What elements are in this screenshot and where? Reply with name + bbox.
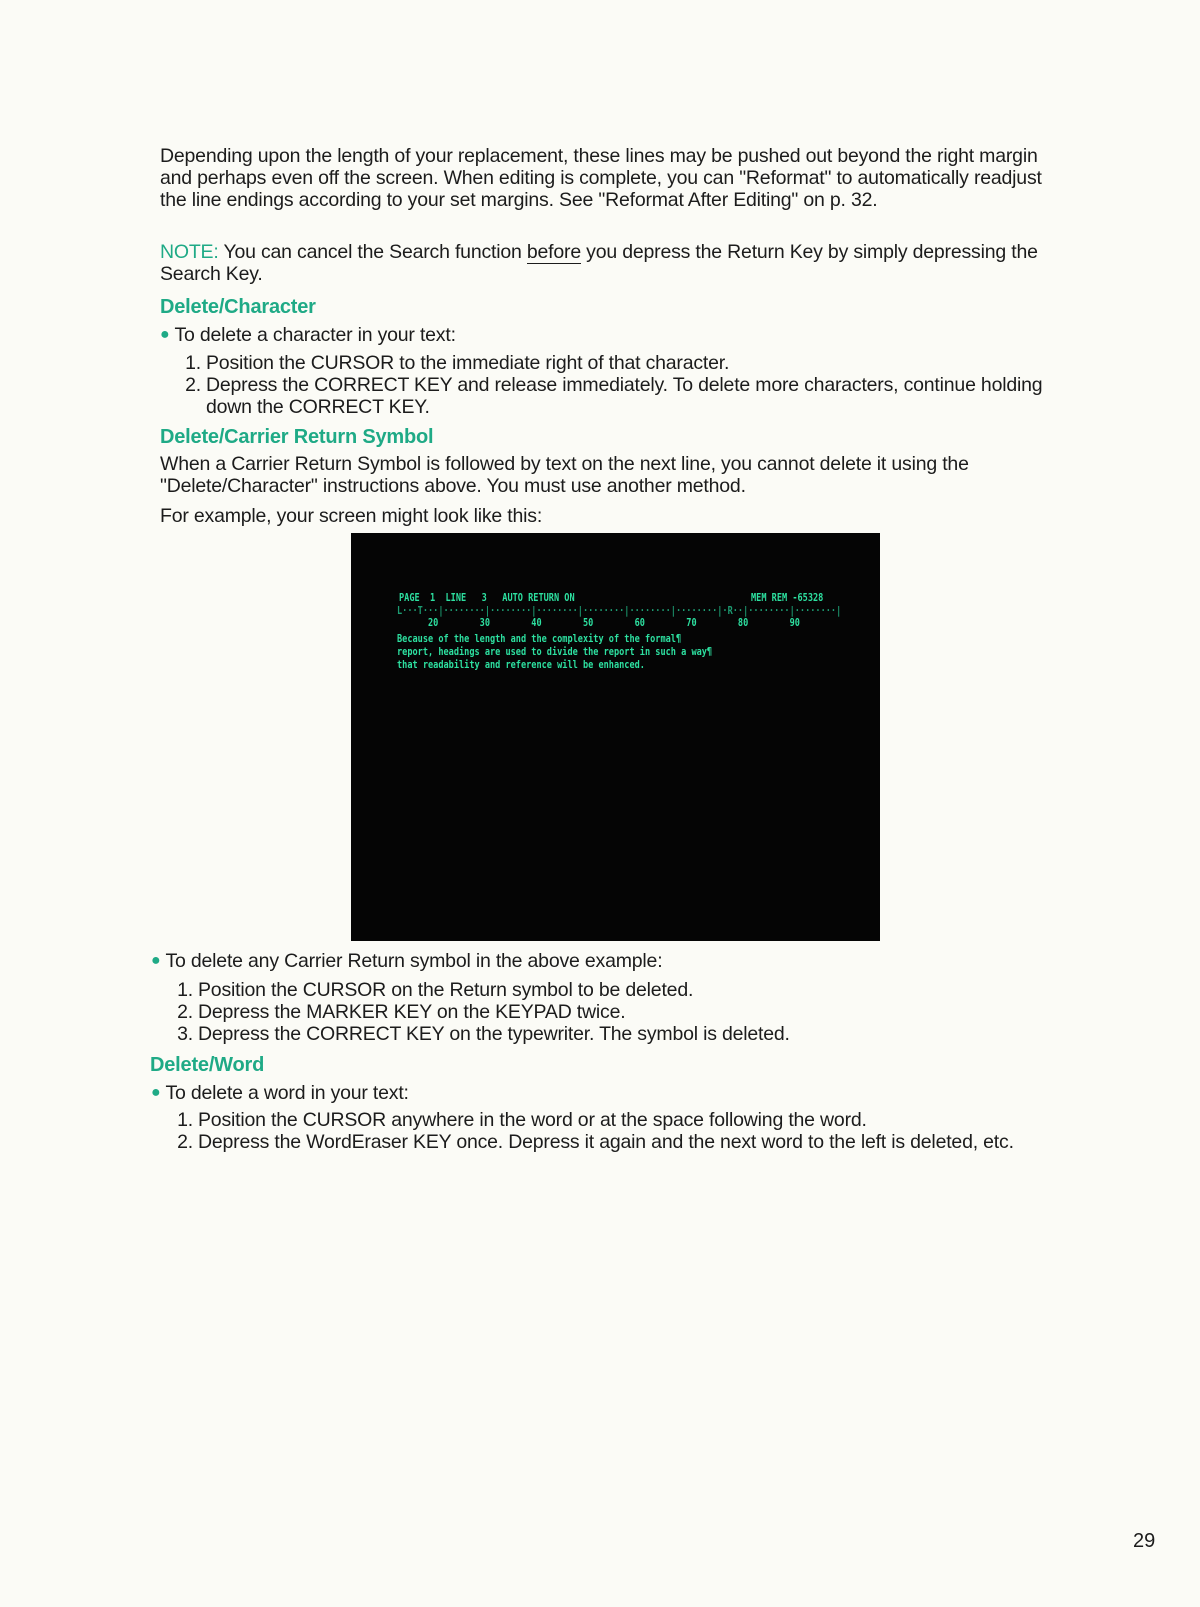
step-number: 2. xyxy=(177,1131,193,1153)
screen-text-line: report, headings are used to divide the report in such a way¶ xyxy=(397,645,713,658)
step-number: 1. xyxy=(177,1109,193,1131)
bullet-text: To delete any Carrier Return symbol in the above example: xyxy=(165,950,663,972)
step-number: 1. xyxy=(177,979,193,1001)
note-text-before: You can cancel the Search function xyxy=(218,241,527,263)
steps-delete-word xyxy=(175,1109,1055,1153)
page-number: 29 xyxy=(1133,1530,1156,1552)
step-text: Depress the CORRECT KEY on the typewriter. The symbol is deleted. xyxy=(198,1023,790,1045)
step-item xyxy=(175,1023,1055,1045)
steps-delete-character xyxy=(183,352,1063,418)
screen-text-line: that readability and reference will be enhanced. xyxy=(397,658,645,671)
note-paragraph xyxy=(160,241,1070,285)
carrier-return-paragraph: When a Carrier Return Symbol is followed by text on the next line, you cannot delete it using the "Delete/Character" instructions above. You must use another method. xyxy=(160,453,969,497)
note-text-after: you depress the Return Key by simply depressing the Search Key. xyxy=(160,241,1038,285)
step-item xyxy=(175,1131,1055,1153)
note-underlined-word: before xyxy=(526,241,581,263)
bullet-text: To delete a character in your text: xyxy=(174,324,456,346)
step-item xyxy=(175,979,1055,1001)
screen-status-line: PAGE 1 LINE 3 AUTO RETURN ON xyxy=(399,591,575,604)
step-item xyxy=(183,374,1063,418)
screen-text-line: Because of the length and the complexity of the formal¶ xyxy=(397,632,682,645)
step-number: 2. xyxy=(177,1001,193,1023)
step-number: 3. xyxy=(177,1023,193,1045)
step-item xyxy=(175,1109,1055,1131)
bullet-text: To delete a word in your text: xyxy=(165,1082,409,1104)
screen-column-numbers: 20 30 40 50 60 70 80 90 xyxy=(397,616,800,629)
screen-memory-readout: MEM REM -65328 xyxy=(751,591,824,604)
step-text: Position the CURSOR on the Return symbol to be deleted. xyxy=(198,979,694,1001)
bullet-dot-icon: ● xyxy=(151,1084,161,1101)
bullet-delete-character xyxy=(160,324,456,347)
example-intro: For example, your screen might look like this: xyxy=(160,505,543,527)
heading-delete-carrier-return: Delete/Carrier Return Symbol xyxy=(160,426,434,448)
step-number: 1. xyxy=(185,352,201,374)
note-label: NOTE: xyxy=(160,241,219,263)
step-text: Depress the CORRECT KEY and release immediately. To delete more characters, continue holding down the CORRECT KEY. xyxy=(206,374,1043,418)
heading-delete-character: Delete/Character xyxy=(160,296,316,318)
terminal-screen-example xyxy=(351,533,880,941)
bullet-dot-icon: ● xyxy=(160,326,170,343)
bullet-delete-carrier-return xyxy=(151,950,662,973)
heading-delete-word: Delete/Word xyxy=(150,1054,265,1076)
screen-ruler: L···T···|········|········|········|········|········|········|·R··|········|········| xyxy=(397,604,842,617)
step-item xyxy=(175,1001,1055,1023)
step-text: Depress the MARKER KEY on the KEYPAD twice. xyxy=(198,1001,626,1023)
intro-paragraph: Depending upon the length of your replacement, these lines may be pushed out beyond the right margin and perhaps even off the screen. When editing is complete, you can "Reformat" to automatically readjust the line endings according to your set margins. See "Reformat After Editing" on p. 32. xyxy=(160,145,1042,211)
steps-delete-carrier-return xyxy=(175,979,1055,1045)
bullet-dot-icon: ● xyxy=(151,952,161,969)
bullet-delete-word xyxy=(151,1082,409,1105)
step-number: 2. xyxy=(185,374,201,396)
step-text: Depress the WordEraser KEY once. Depress it again and the next word to the left is deleted, etc. xyxy=(198,1131,1014,1153)
step-text: Position the CURSOR to the immediate right of that character. xyxy=(206,352,730,374)
step-text: Position the CURSOR anywhere in the word or at the space following the word. xyxy=(198,1109,867,1131)
step-item xyxy=(183,352,1063,374)
